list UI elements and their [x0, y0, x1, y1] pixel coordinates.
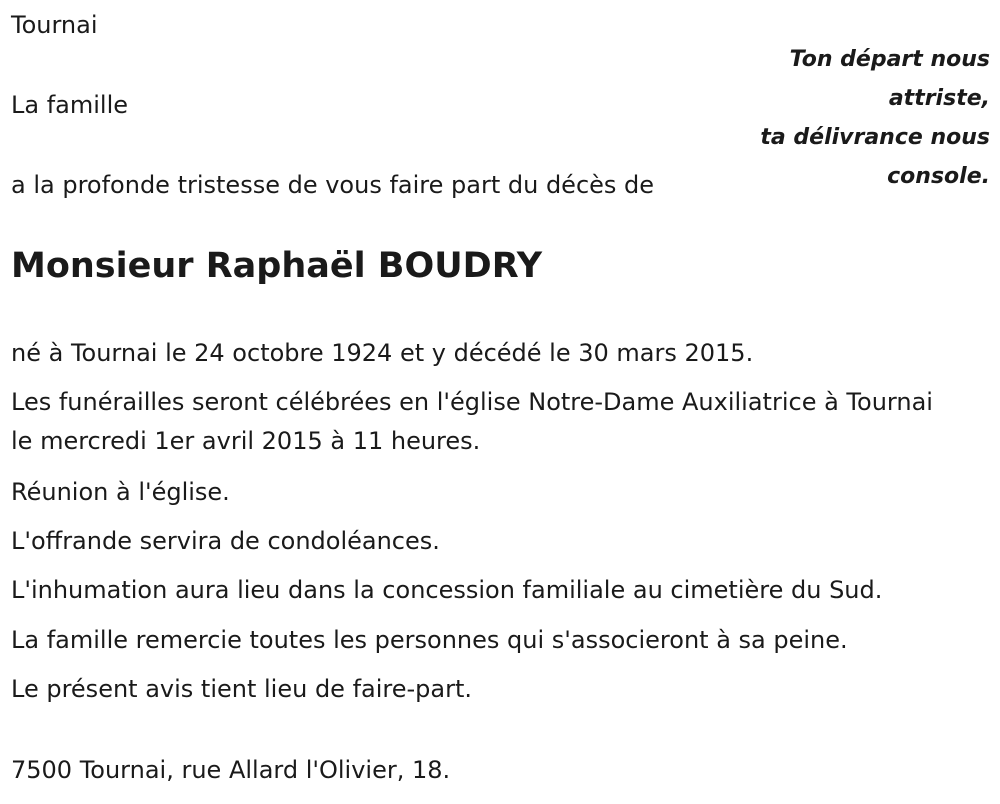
- deceased-name: Monsieur Raphaël BOUDRY: [11, 246, 543, 286]
- notice-text: Le présent avis tient lieu de faire-part.: [11, 675, 473, 703]
- announcement-text: a la profonde tristesse de vous faire part du décès de: [11, 171, 655, 199]
- epitaph-quote: [730, 40, 990, 196]
- location-heading: Tournai: [11, 11, 98, 39]
- thanks-text: La famille remercie toutes les personnes qui s'associeront à sa peine.: [11, 626, 848, 654]
- quote-line-2: attriste,: [888, 86, 990, 111]
- quote-line-3: ta délivrance nous: [760, 125, 990, 150]
- funeral-text: Les funérailles seront célébrées en l'église Notre-Dame Auxiliatrice à Tournai le mercredi 1er avril 2015 à 11 heures.: [11, 388, 933, 455]
- burial-text: L'inhumation aura lieu dans la concession familiale au cimetière du Sud.: [11, 576, 883, 604]
- birth-death-text: né à Tournai le 24 octobre 1924 et y décédé le 30 mars 2015.: [11, 339, 754, 367]
- family-label: La famille: [11, 91, 129, 119]
- meeting-text: Réunion à l'église.: [11, 478, 230, 506]
- address-text: 7500 Tournai, rue Allard l'Olivier, 18.: [11, 756, 451, 784]
- offering-text: L'offrande servira de condoléances.: [11, 527, 440, 555]
- quote-line-4: console.: [887, 164, 990, 189]
- quote-line-1: Ton départ nous: [789, 47, 990, 72]
